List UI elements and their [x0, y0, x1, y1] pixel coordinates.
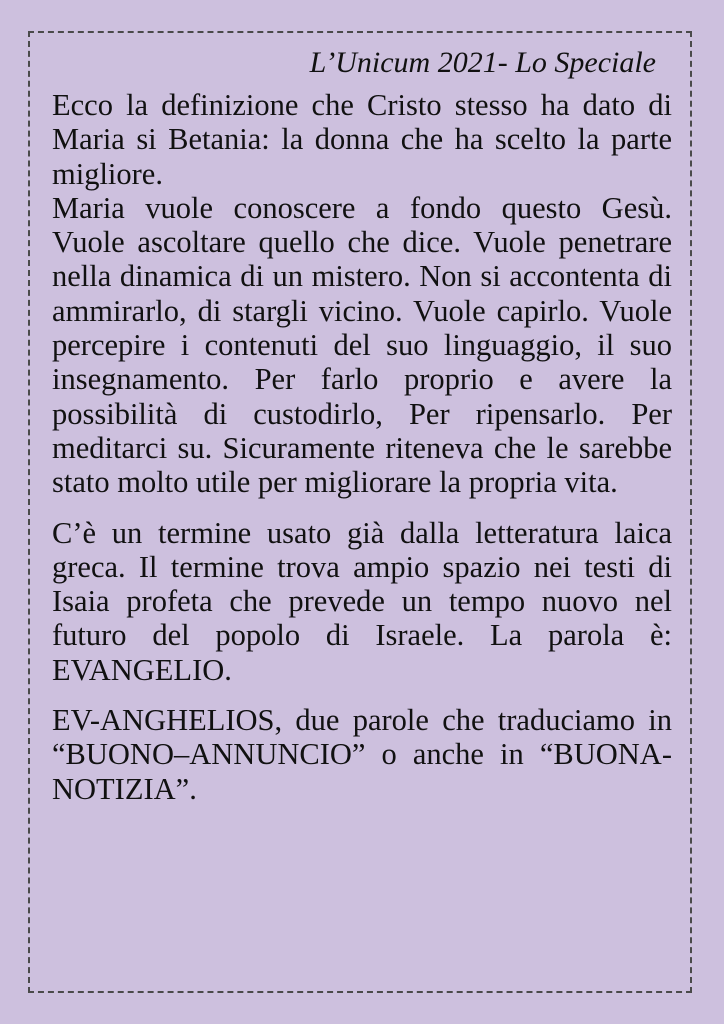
paragraph-3: C’è un termine usato già dalla letteratura laica greca. Il termine trova ampio spazio nei testi di Isaia profeta che prevede un tempo nuovo nel futuro del popolo di Israele. La parola è: EVANGELIO. — [52, 515, 672, 687]
document-body — [52, 88, 672, 806]
paragraph-2: Maria vuole conoscere a fondo questo Gesù. Vuole ascoltare quello che dice. Vuole penetrare nella dinamica di un mistero. Non si accontenta di ammirarlo, di stargli vicino. Vuole capirlo. Vuole percepire i contenuti del suo linguaggio, il suo insegnamento. Per farlo proprio e avere la possibilità di custodirlo, Per ripensarlo. Per meditarci su. Sicuramente riteneva che le sarebbe stato molto utile per migliorare la propria vita. — [52, 190, 672, 500]
page-header: L’Unicum 2021- Lo Speciale — [309, 46, 656, 79]
paragraph-1: Ecco la definizione che Cristo stesso ha dato di Maria si Betania: la donna che ha scelto la parte migliore. — [52, 88, 672, 191]
paragraph-4: EV-ANGHELIOS, due parole che traduciamo in “BUONO–ANNUNCIO” o anche in “BUONA-NOTIZIA”. — [52, 703, 672, 806]
